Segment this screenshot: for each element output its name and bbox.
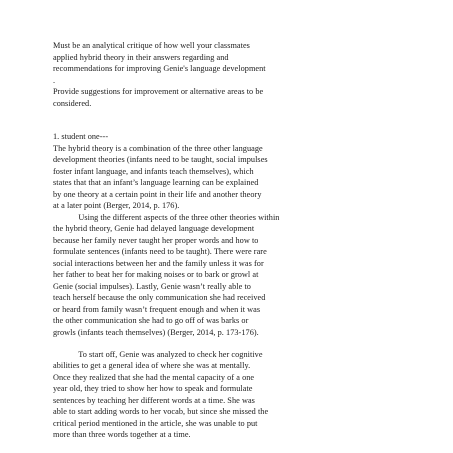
paragraph-line: foster infant language, and infants teach themselves), which <box>53 166 254 176</box>
paragraph-line: Using the different aspects of the three other theories within <box>53 212 280 222</box>
intro-line: . <box>53 75 56 85</box>
paragraph-line: The hybrid theory is a combination of the three other language <box>53 143 263 153</box>
paragraph-line: the hybrid theory, Genie had delayed language development <box>53 224 255 233</box>
paragraph-line: more than three words together at a time. <box>53 430 191 439</box>
paragraph-line: or heard from family wasn’t frequent enough and when it was <box>53 304 261 314</box>
paragraph-line: development theories (infants need to be taught, social impulses <box>53 155 268 164</box>
paragraph-line: abilities to get a general idea of where she was at mentally. <box>53 361 251 370</box>
paragraph-line: social interactions between her and the family unless it was for <box>53 258 264 268</box>
intro-line: recommendations for improving Genie's language development <box>53 64 266 73</box>
paragraph-line: at a later point (Berger, 2014, p. 176). <box>53 201 180 210</box>
student-heading: 1. student one--- <box>53 132 109 141</box>
paragraph-line: sentences by teaching her different words at a time. She was <box>53 395 255 405</box>
paragraph-line: the other communication she had to go off of was barks or <box>53 316 249 325</box>
paragraph-line: formulate sentences (infants need to be taught). There were rare <box>53 247 267 256</box>
paragraph-line: growls (infants teach themselves) (Berger, 2014, p. 173-176). <box>53 327 259 337</box>
instruction-line: considered. <box>53 98 92 108</box>
paragraph-line: teach herself because the only communication she had received <box>53 293 266 302</box>
intro-line: Must be an analytical critique of how well your classmates <box>53 41 250 50</box>
intro-line: applied hybrid theory in their answers regarding and <box>53 52 229 62</box>
instruction-line: Provide suggestions for improvement or alternative areas to be <box>53 87 264 96</box>
paragraph-line: critical period mentioned in the article, she was unable to put <box>53 418 258 428</box>
paragraph-line: year old, they tried to show her how to speak and formulate <box>53 384 253 393</box>
paragraph-line: because her family never taught her proper words and how to <box>53 235 259 245</box>
paragraph-line: by one theory at a certain point in their life and another theory <box>53 189 262 199</box>
paragraph-line: states that that an infant’s language learning can be explained <box>53 178 259 187</box>
paragraph-line: able to start adding words to her vocab, but since she missed the <box>53 407 269 416</box>
paragraph-line: Genie (social impulses). Lastly, Genie wasn’t really able to <box>53 281 251 291</box>
paragraph-line: Once they realized that she had the mental capacity of a one <box>53 372 255 382</box>
paragraph-line: To start off, Genie was analyzed to check her cognitive <box>53 349 263 359</box>
paragraph-line: her father to beat her for making noises or to bark or growl at <box>53 270 259 279</box>
